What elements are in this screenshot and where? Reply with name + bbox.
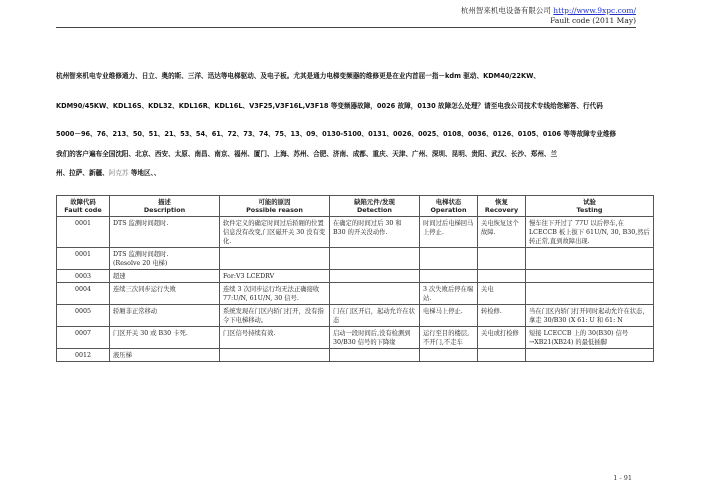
page-header — [461, 6, 636, 26]
table-row — [57, 248, 654, 270]
company-url-link[interactable]: http://www.9xpc.com/ — [553, 6, 636, 15]
table-cell-code: 0012 — [57, 349, 110, 362]
table-cell-reason: 门区信号持续有效. — [220, 327, 330, 349]
table-cell-code: 0004 — [57, 283, 110, 305]
column-header: 缺陷元件/发现 Detection — [330, 196, 420, 217]
column-header: 试验 Testing — [526, 196, 654, 217]
table-cell-recovery — [478, 349, 526, 362]
column-header: 可能的原因 Possible reason — [220, 196, 330, 217]
table-cell-reason: For:V3 LCEDRV — [220, 270, 330, 283]
table-cell-reason: 软件定义的确定时间过后轿厢的位置信息没有改变,门区磁开关 30 没有变化. — [220, 217, 330, 248]
table-cell-desc: 液压梯 — [110, 349, 220, 362]
table-cell-recovery: 关电或打检修 — [478, 327, 526, 349]
table-cell-recovery — [478, 270, 526, 283]
table-cell-testing — [526, 270, 654, 283]
table-row — [57, 270, 654, 283]
table-row — [57, 327, 654, 349]
table-cell-detection: 在确定的时间过后 30 和 B30 的开关没动作. — [330, 217, 420, 248]
table-cell-code: 0005 — [57, 305, 110, 327]
table-cell-code: 0001 — [57, 248, 110, 270]
intro-line-1: 杭州智来机电专业维修通力、日立、奥的斯、三洋、迅达等电梯驱动、及电子板。尤其是通力电梯变频器的维修更是在业内首屈一指－kdm 驱动、KDM40/22KW、 — [56, 72, 540, 80]
table-cell-code: 0003 — [57, 270, 110, 283]
table-cell-desc: 超速 — [110, 270, 220, 283]
table-cell-reason: 系统发现在门区内轿门打开，没有指令下电梯移动。 — [220, 305, 330, 327]
company-name: 杭州智来机电设备有限公司 — [460, 6, 551, 15]
intro-line-5-end: 等地区、、 — [128, 169, 161, 177]
table-cell-desc: 连续三次同步运行失败 — [110, 283, 220, 305]
table-cell-reason: 连续 3 次同步运行均无法正确接收 77:U/N, 61U/N, 30 信号. — [220, 283, 330, 305]
table-cell-recovery — [478, 248, 526, 270]
table-cell-operation: 时间过后电梯回马上停止. — [420, 217, 478, 248]
table-cell-desc: DTS 监测时间超时. — [110, 217, 220, 248]
fault-code-table — [56, 195, 654, 362]
intro-line-5-start: 州、拉萨、新疆、 — [56, 169, 109, 177]
table-cell-testing — [526, 248, 654, 270]
table-cell-recovery: 转检修. — [478, 305, 526, 327]
table-cell-reason — [220, 349, 330, 362]
table-row — [57, 349, 654, 362]
table-cell-operation — [420, 248, 478, 270]
intro-line-4: 我们的客户遍布全国沈阳、北京、西安、太原、南昌、南京、福州、厦门、上海、苏州、合肥、济南、成都、重庆、天津、广州、深圳、昆明、贵阳、武汉、长沙、郑州、兰 — [56, 150, 558, 158]
table-cell-testing: 慢车往下开过了 77U 以后停车,在 LCECCB 板上拔下 61U/N, 30, B30,然后转正常,直到故障出现. — [526, 217, 654, 248]
table-cell-testing: 短接 LCECCB 上的 30(B30) 信号→XB21(XB24) 的最低插脚 — [526, 327, 654, 349]
page-number: 1 - 91 — [613, 474, 632, 482]
table-cell-desc: 轿厢非正常移动 — [110, 305, 220, 327]
table-cell-recovery: 关电 — [478, 283, 526, 305]
table-cell-desc: DTS 监测时间超时. (Resolve 20 电梯) — [110, 248, 220, 270]
table-cell-desc: 门区开关 30 或 B30 卡死. — [110, 327, 220, 349]
table-row — [57, 305, 654, 327]
table-cell-reason — [220, 248, 330, 270]
column-header: 恢复 Recovery — [478, 196, 526, 217]
table-cell-operation: 电梯马上停止. — [420, 305, 478, 327]
table-cell-detection: 启动一段时间后,没有检测到 30/B30 信号的下降缘 — [330, 327, 420, 349]
header-divider — [56, 27, 636, 28]
column-header: 故障代码 Fault code — [57, 196, 110, 217]
intro-line-3: 5000－96、76、213、50、51、21、53、54、61、72、73、74、75、13、09、0130-5100、0131、0026、0025、0108、0036、0126、0105、0106 等等故障专业维修 — [56, 130, 617, 138]
column-header: 电梯状态 Operation — [420, 196, 478, 217]
table-cell-testing — [526, 283, 654, 305]
table-cell-testing: 当在门区内轿门打开同时起动允许在状态，拿走 30/B30 (X 61: U 和 61: N — [526, 305, 654, 327]
intro-line-2: KDM90/45KW、KDL16S、KDL32、KDL16R、KDL16L、V3F25,V3F16L,V3F18 等变频器故障，0026 故障，0130 故障怎么处理？请至电我公司技术专线给您解答、行代码 — [56, 102, 603, 110]
table-cell-detection: 门在门区开启，起动允许在状态 — [330, 305, 420, 327]
table-cell-operation: 运行至目的楼层,不开门,不走车 — [420, 327, 478, 349]
table-cell-detection — [330, 283, 420, 305]
table-row — [57, 283, 654, 305]
table-cell-detection — [330, 270, 420, 283]
column-header: 描述 Description — [110, 196, 220, 217]
table-cell-detection — [330, 248, 420, 270]
table-header-row — [57, 196, 654, 217]
table-cell-recovery: 关电恢复这个故障. — [478, 217, 526, 248]
table-cell-operation — [420, 349, 478, 362]
table-cell-operation — [420, 270, 478, 283]
table-cell-code: 0007 — [57, 327, 110, 349]
document-subtitle: Fault code (2011 May) — [550, 16, 636, 25]
table-row — [57, 217, 654, 248]
table-cell-testing — [526, 349, 654, 362]
table-cell-detection — [330, 349, 420, 362]
intro-line-5 — [56, 167, 656, 177]
intro-line-5-muted: 阿克苏 — [108, 169, 129, 177]
table-cell-code: 0001 — [57, 217, 110, 248]
table-cell-operation: 3 次失败后停在端站. — [420, 283, 478, 305]
